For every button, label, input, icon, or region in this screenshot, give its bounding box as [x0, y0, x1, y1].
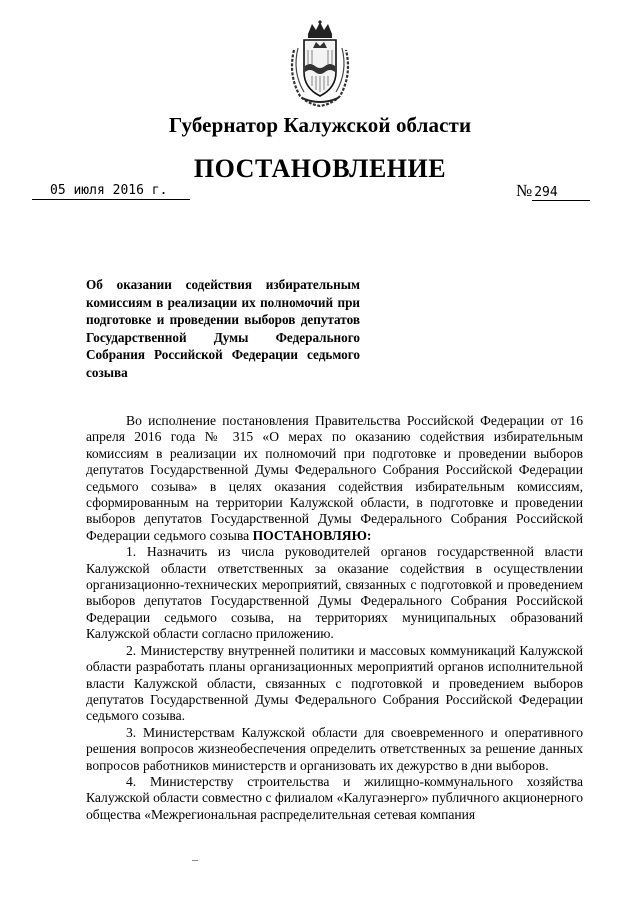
- document-body: [86, 413, 583, 823]
- document-type-title: ПОСТАНОВЛЕНИЕ: [193, 154, 447, 183]
- clause-4: 4. Министерству строительства и жилищно-коммунального хозяйства Калужской области совместно с филиалом «Калугаэнерго» публичного акционерного общества «Межрегиональная распределительная сетевая компания: [86, 773, 583, 822]
- document-date: 05 июля 2016 г.: [32, 183, 190, 200]
- preamble-paragraph: [86, 413, 583, 544]
- clause-1: 1. Назначить из числа руководителей органов государственной власти Калужской области ответственных за оказание содействия в осуществлении организационно-технических мероприятий, связанных с подготовкой и проведением выборов депутатов Государственной Думы Федерального Собрания Российской Федерации седьмого созыва, на территориях муниципальных образований Калужской области согласно приложению.: [86, 544, 583, 642]
- clause-3: 3. Министерствам Калужской области для своевременного и оперативного решения вопросов жизнеобеспечения определить ответственных за решение данных вопросов работников министерств и организовать их дежурство в дни выборов.: [86, 724, 583, 773]
- document-subject: Об оказании содействия избирательным комиссиям в реализации их полномочий при подготовке и проведении выборов депутатов Государственной Думы Федерального Собрания Российской Федерации седьмого созыва: [86, 277, 360, 380]
- page-mark: [192, 860, 198, 861]
- preamble-text: Во исполнение постановления Правительства Российской Федерации от 16 апреля 2016 года № 315 «О мерах по оказанию содействия избирательным комиссиям в реализации их полномочий при подготовке и проведении выборов депутатов Государственной Думы Федерального Собрания Российской Федерации седьмого созыва» в целях оказания содействия избирательным комиссиям, сформированным на территории Калужской области, в подготовке и проведении выборов депутатов Государственной Думы Федерального Собрания Российской Федерации седьмого созыва: [86, 413, 583, 543]
- decree-word: ПОСТАНОВЛЯЮ:: [252, 527, 372, 543]
- number-sign: №: [516, 181, 533, 200]
- document-number: 294: [532, 185, 590, 201]
- document-number-block: [516, 181, 598, 201]
- coat-of-arms-icon: [286, 20, 354, 108]
- issuing-authority: Губернатор Калужской области: [168, 113, 472, 137]
- clause-2: 2. Министерству внутренней политики и массовых коммуникаций Калужской области разработать планы организационных мероприятий органов исполнительной власти Калужской области, связанных с подготовкой и проведением выборов депутатов Государственной Думы Федерального Собрания Российской Федерации седьмого созыва.: [86, 642, 583, 724]
